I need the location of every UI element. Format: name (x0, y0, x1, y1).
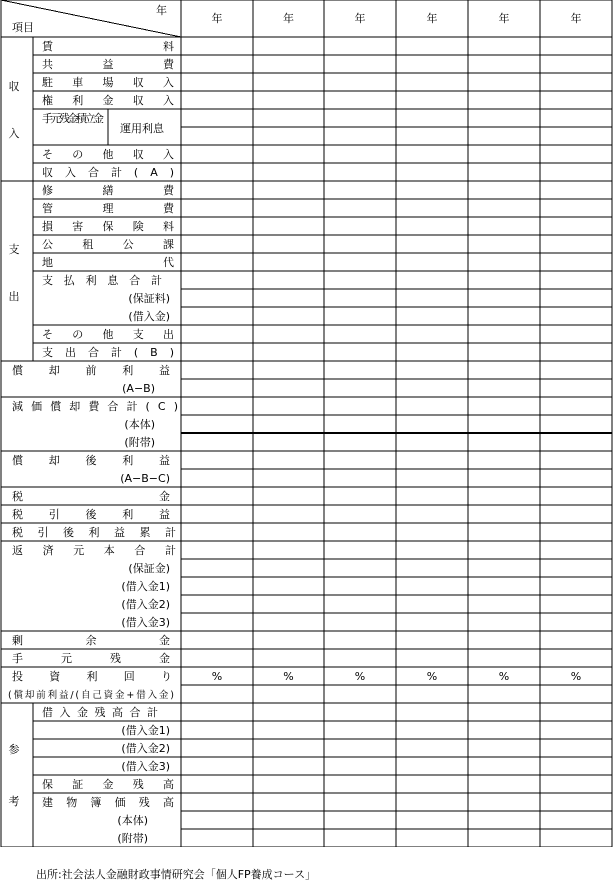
expense-row-label: 管理費 (42, 202, 174, 215)
expense-row-label: 支出合計(B) (42, 346, 174, 359)
cash-on-hand-label: 手元残金 (12, 652, 170, 665)
expense-group-label: 支 (8, 243, 20, 256)
expense-row-label: 公租公課 (42, 238, 174, 251)
year-column-header: 年 (570, 12, 582, 25)
reference-group-label: 参 (8, 743, 20, 756)
repayment-total-label: 返済元本合計 (12, 544, 176, 557)
loan-balance-total-label: 借入金残高合計 (42, 706, 158, 719)
depr-after-profit-label: 償却後利益 (12, 454, 170, 467)
after-tax-profit-label: 税引後利益 (12, 508, 170, 521)
building-main-label: (本体) (117, 814, 148, 827)
repayment-loan2-label: (借入金2) (121, 598, 170, 611)
depr-before-formula: (A−B) (122, 382, 155, 395)
income-group-label: 収 (8, 80, 20, 93)
expense-group-label: 出 (8, 290, 20, 303)
expense-row-label: 修繕費 (42, 184, 174, 197)
year-column-header: 年 (426, 12, 438, 25)
depr-after-formula: (A−B−C) (120, 472, 170, 485)
reference-loan3-label: (借入金3) (121, 760, 170, 773)
income-row-label: 賃料 (42, 40, 174, 53)
yield-percent-mark: % (570, 670, 582, 683)
depreciation-total-label: 減価償却費合計(C) (12, 400, 178, 413)
after-tax-cumulative-label: 税引後利益累計 (12, 526, 176, 539)
building-attached-label: (附帯) (117, 832, 148, 845)
income-row-label: 駐車場収入 (42, 76, 174, 89)
expense-row-label: 支払利息合計 (42, 274, 162, 287)
repayment-loan3-label: (借入金3) (121, 616, 170, 629)
year-column-header: 年 (498, 12, 510, 25)
expense-row-label: (保証料) (128, 292, 170, 305)
yield-percent-mark: % (283, 670, 294, 683)
repayment-loan1-label: (借入金1) (121, 580, 170, 593)
income-row-label: 収入合計(A) (42, 166, 174, 179)
income-row-label: 権利金収入 (42, 94, 174, 107)
income-row-sublabel: 運用利息 (120, 122, 164, 135)
year-column-header: 年 (283, 12, 294, 25)
year-header-label: 年 (156, 4, 167, 17)
yield-percent-mark: % (426, 670, 438, 683)
depreciation-attached-label: (附帯) (124, 436, 155, 449)
surplus-label: 剰余金 (12, 634, 170, 647)
depr-before-profit-label: 償却前利益 (12, 364, 170, 377)
expense-row-label: その他支出 (42, 328, 174, 341)
year-column-header: 年 (211, 12, 223, 25)
item-header-label: 項目 (12, 21, 34, 34)
yield-percent-mark: % (498, 670, 510, 683)
tax-label: 税金 (12, 490, 170, 503)
building-book-value-label: 建物簿価残高 (42, 796, 174, 809)
yield-percent-mark: % (211, 670, 223, 683)
reference-loan2-label: (借入金2) (121, 742, 170, 755)
source-note: 出所:社会法人金融財政事情研究会「個人FP養成コース」 (36, 868, 317, 881)
year-column-header: 年 (354, 12, 366, 25)
reference-group-label: 考 (8, 795, 20, 808)
yield-label: 投資利回り (12, 670, 172, 683)
yield-percent-mark: % (354, 670, 366, 683)
income-row-label: その他収入 (42, 148, 174, 161)
depreciation-main-label: (本体) (124, 418, 155, 431)
expense-row-label: 地代 (42, 256, 174, 269)
expense-row-label: (借入金) (128, 310, 170, 323)
income-row-label: 共益費 (42, 58, 174, 71)
income-row-label: 手元残金積立金 (42, 112, 104, 125)
yield-formula: (償却前利益/(自己資金+借入金) (8, 690, 174, 701)
guarantee-balance-label: 保証金残高 (42, 778, 174, 791)
income-group-label: 入 (8, 127, 20, 140)
expense-row-label: 損害保険料 (42, 220, 174, 233)
repayment-guarantee-label: (保証金) (128, 562, 170, 575)
reference-loan1-label: (借入金1) (121, 724, 170, 737)
